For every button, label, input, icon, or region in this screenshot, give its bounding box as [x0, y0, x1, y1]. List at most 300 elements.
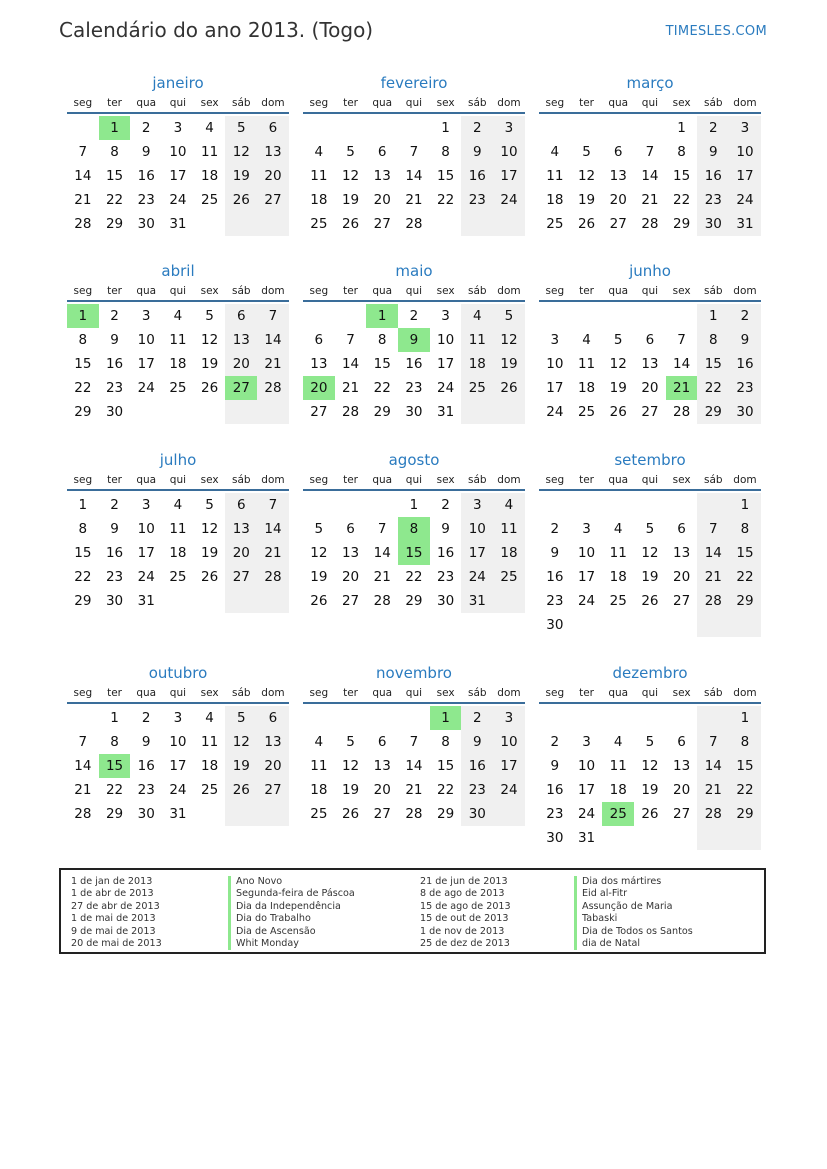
day-cell: 1	[409, 497, 419, 513]
day-cell: 27	[310, 404, 328, 420]
day-cell: 20	[225, 541, 257, 565]
day-cell: 4	[493, 493, 525, 517]
empty-cell	[571, 304, 603, 328]
month-junho	[539, 260, 761, 424]
day-cell: 15	[697, 352, 729, 376]
weekday-label: dom	[497, 687, 521, 699]
day-cell: 25	[609, 593, 627, 609]
day-cell: 8	[110, 734, 119, 750]
weekday-label: sex	[436, 474, 455, 486]
day-cell: 12	[577, 168, 596, 184]
day-cell: 30	[105, 404, 124, 420]
month-name: outubro	[148, 664, 208, 682]
day-cell: 9	[550, 758, 560, 774]
day-grid	[67, 493, 289, 613]
day-cell: 18	[310, 192, 328, 208]
day-cell: 6	[314, 332, 324, 348]
day-cell: 31	[169, 216, 187, 232]
day-cell: 26	[577, 216, 596, 232]
legend-date: 1 de mai de 2013	[71, 913, 156, 925]
day-cell: 5	[346, 144, 355, 160]
day-cell: 21	[257, 541, 289, 565]
day-cell: 4	[205, 120, 214, 136]
empty-cell	[666, 706, 698, 730]
day-cell: 21	[373, 569, 391, 585]
weekday-label: seg	[73, 474, 93, 486]
day-cell: 29	[105, 216, 124, 232]
day-cell: 6	[346, 521, 355, 537]
weekday-label: ter	[579, 97, 594, 109]
month-name: maio	[395, 262, 433, 280]
day-cell: 30	[461, 802, 493, 826]
day-cell: 27	[373, 806, 391, 822]
day-cell: 25	[169, 569, 187, 585]
weekday-label: sáb	[467, 687, 487, 699]
day-cell: 17	[577, 569, 596, 585]
day-cell: 29	[673, 216, 691, 232]
month-name: março	[626, 74, 674, 92]
weekday-label: sex	[672, 97, 691, 109]
empty-cell	[729, 826, 761, 850]
day-cell: 19	[310, 569, 328, 585]
day-cell: 29	[74, 593, 92, 609]
day-cell: 5	[346, 734, 355, 750]
day-cell: 22	[105, 192, 124, 208]
day-cell: 4	[173, 497, 183, 513]
weekday-header	[303, 94, 525, 114]
day-cell: 24	[169, 192, 187, 208]
weekday-label: qui	[405, 97, 423, 109]
day-cell: 30	[105, 593, 124, 609]
day-cell: 17	[577, 782, 596, 798]
empty-cell	[194, 400, 226, 424]
legend-date: 20 de mai de 2013	[71, 938, 162, 950]
empty-cell	[634, 116, 666, 140]
empty-cell	[130, 400, 162, 424]
empty-cell	[539, 493, 571, 517]
day-cell: 27	[257, 188, 289, 212]
day-cell: 5	[493, 304, 525, 328]
weekday-label: sex	[672, 687, 691, 699]
weekday-label: qua	[136, 687, 157, 699]
day-cell: 20	[641, 380, 659, 396]
day-cell: 1	[729, 706, 761, 730]
day-cell: 2	[461, 116, 493, 140]
day-cell: 9	[110, 521, 119, 537]
day-cell: 9	[461, 140, 493, 164]
day-cell: 26	[641, 806, 659, 822]
weekday-label: seg	[545, 97, 565, 109]
legend-dates-left	[71, 876, 162, 950]
day-cell: 19	[225, 754, 257, 778]
weekday-label: sex	[200, 97, 219, 109]
day-cell: 8	[729, 730, 761, 754]
day-cell: 23	[729, 376, 761, 400]
empty-cell	[493, 400, 525, 424]
day-cell: 4	[314, 734, 324, 750]
empty-cell	[666, 304, 698, 328]
day-cell: 26	[225, 188, 257, 212]
day-cell: 21	[405, 782, 423, 798]
month-name: setembro	[614, 451, 686, 469]
day-cell: 20	[609, 192, 627, 208]
holiday-day-cell: 25	[602, 802, 634, 826]
day-cell: 14	[697, 754, 729, 778]
day-cell: 25	[461, 376, 493, 400]
holiday-day-cell: 15	[99, 754, 131, 778]
day-cell: 31	[437, 404, 455, 420]
empty-cell	[303, 706, 335, 730]
day-cell: 31	[137, 593, 155, 609]
day-cell: 10	[493, 730, 525, 754]
day-cell: 20	[341, 569, 360, 585]
legend-name: Dia do Trabalho	[236, 913, 311, 925]
day-cell: 29	[105, 806, 124, 822]
empty-cell	[634, 706, 666, 730]
weekday-label: ter	[107, 285, 122, 297]
day-cell: 8	[677, 144, 686, 160]
empty-cell	[461, 212, 493, 236]
empty-cell	[539, 706, 571, 730]
legend-name: Dia da Independência	[236, 900, 341, 912]
day-cell: 15	[437, 758, 455, 774]
day-cell: 13	[373, 758, 391, 774]
day-cell: 3	[493, 706, 525, 730]
weekday-label: qui	[641, 474, 659, 486]
day-cell: 17	[493, 164, 525, 188]
day-cell: 30	[697, 212, 729, 236]
day-cell: 26	[609, 404, 627, 420]
day-cell: 26	[201, 380, 219, 396]
empty-cell	[335, 116, 367, 140]
empty-cell	[303, 116, 335, 140]
day-cell: 3	[582, 734, 591, 750]
day-cell: 28	[697, 802, 729, 826]
day-cell: 27	[673, 806, 691, 822]
day-cell: 13	[257, 140, 289, 164]
day-cell: 3	[141, 308, 151, 324]
weekday-label: ter	[343, 285, 358, 297]
day-cell: 20	[673, 782, 691, 798]
day-cell: 25	[169, 380, 187, 396]
month-fevereiro	[303, 72, 525, 236]
day-cell: 2	[141, 120, 151, 136]
day-cell: 21	[341, 380, 360, 396]
day-cell: 15	[74, 356, 92, 372]
day-cell: 25	[310, 216, 328, 232]
day-cell: 15	[729, 541, 761, 565]
day-cell: 16	[437, 545, 455, 561]
empty-cell	[666, 613, 698, 637]
day-cell: 2	[550, 521, 560, 537]
weekday-label: qua	[136, 285, 157, 297]
day-cell: 20	[373, 192, 391, 208]
day-cell: 28	[257, 376, 289, 400]
day-cell: 21	[697, 565, 729, 589]
day-cell: 11	[201, 144, 219, 160]
day-cell: 4	[314, 144, 324, 160]
day-cell: 25	[201, 782, 219, 798]
day-cell: 9	[461, 730, 493, 754]
empty-cell	[461, 400, 493, 424]
month-name: janeiro	[152, 74, 204, 92]
weekday-label: ter	[579, 687, 594, 699]
day-cell: 15	[437, 168, 455, 184]
day-cell: 8	[729, 517, 761, 541]
day-cell: 12	[201, 521, 219, 537]
empty-cell	[366, 493, 398, 517]
day-cell: 8	[441, 734, 450, 750]
empty-cell	[303, 304, 335, 328]
day-cell: 29	[74, 404, 92, 420]
day-cell: 6	[257, 706, 289, 730]
day-cell: 10	[546, 356, 564, 372]
legend-name: Dia de Ascensão	[236, 925, 316, 937]
day-cell: 21	[257, 352, 289, 376]
weekday-label: seg	[73, 97, 93, 109]
day-grid	[539, 493, 761, 637]
month-outubro	[67, 662, 289, 826]
day-cell: 3	[141, 497, 151, 513]
day-cell: 11	[546, 168, 564, 184]
day-cell: 30	[137, 806, 155, 822]
day-cell: 12	[641, 758, 659, 774]
day-cell: 7	[697, 730, 729, 754]
day-cell: 27	[373, 216, 391, 232]
day-cell: 20	[373, 782, 391, 798]
legend-date: 21 de jun de 2013	[420, 876, 508, 887]
day-cell: 23	[105, 569, 124, 585]
weekday-label: ter	[107, 687, 122, 699]
day-cell: 12	[225, 730, 257, 754]
day-cell: 4	[173, 308, 183, 324]
weekday-label: ter	[343, 474, 358, 486]
empty-cell	[729, 613, 761, 637]
empty-cell	[602, 706, 634, 730]
day-cell: 25	[310, 806, 328, 822]
day-cell: 11	[169, 521, 187, 537]
day-cell: 5	[645, 734, 655, 750]
empty-cell	[162, 400, 194, 424]
day-cell: 1	[441, 120, 450, 136]
day-cell: 22	[405, 569, 423, 585]
brand-logo-text[interactable]: TIMESLES.COM	[665, 24, 767, 39]
empty-cell	[493, 589, 525, 613]
empty-cell	[539, 304, 571, 328]
month-name: fevereiro	[380, 74, 448, 92]
day-cell: 27	[225, 565, 257, 589]
day-cell: 22	[74, 380, 92, 396]
day-cell: 29	[729, 589, 761, 613]
day-cell: 24	[169, 782, 187, 798]
day-cell: 16	[105, 356, 124, 372]
empty-cell	[602, 826, 634, 850]
holiday-day-cell: 1	[67, 304, 99, 328]
day-cell: 6	[377, 734, 387, 750]
month-março	[539, 72, 761, 236]
day-cell: 18	[546, 192, 564, 208]
weekday-label: sáb	[231, 285, 251, 297]
legend-date: 1 de nov de 2013	[420, 925, 505, 937]
day-cell: 28	[641, 216, 659, 232]
day-cell: 14	[405, 168, 423, 184]
day-cell: 20	[225, 352, 257, 376]
day-cell: 9	[550, 545, 560, 561]
day-cell: 16	[697, 164, 729, 188]
empty-cell	[225, 212, 257, 236]
weekday-label: qua	[608, 97, 629, 109]
day-cell: 10	[169, 734, 187, 750]
empty-cell	[539, 116, 571, 140]
day-cell: 12	[493, 328, 525, 352]
day-cell: 14	[341, 356, 360, 372]
empty-cell	[194, 212, 226, 236]
day-cell: 3	[173, 120, 183, 136]
day-cell: 23	[437, 569, 455, 585]
day-cell: 5	[645, 521, 655, 537]
empty-cell	[634, 613, 666, 637]
day-cell: 24	[493, 778, 525, 802]
day-cell: 3	[173, 710, 183, 726]
day-cell: 24	[137, 569, 155, 585]
day-cell: 13	[225, 328, 257, 352]
weekday-label: sáb	[231, 474, 251, 486]
weekday-label: qui	[641, 687, 659, 699]
day-cell: 19	[577, 192, 596, 208]
empty-cell	[257, 802, 289, 826]
empty-cell	[257, 400, 289, 424]
day-cell: 17	[137, 356, 155, 372]
day-grid	[303, 304, 525, 424]
holiday-day-cell: 1	[366, 304, 398, 328]
holiday-day-cell: 8	[398, 517, 430, 541]
weekday-label: qua	[372, 97, 393, 109]
day-cell: 27	[341, 593, 360, 609]
day-cell: 11	[310, 168, 328, 184]
day-cell: 15	[729, 754, 761, 778]
day-cell: 18	[609, 782, 627, 798]
legend-name: Assunção de Maria	[582, 900, 673, 912]
day-cell: 8	[110, 144, 119, 160]
day-cell: 22	[74, 569, 92, 585]
day-cell: 18	[461, 352, 493, 376]
day-cell: 7	[677, 332, 686, 348]
weekday-label: sáb	[703, 97, 723, 109]
day-cell: 4	[582, 332, 591, 348]
day-cell: 10	[169, 144, 187, 160]
day-cell: 7	[257, 304, 289, 328]
legend-name: Segunda-feira de Páscoa	[236, 888, 355, 900]
legend-dates-right	[420, 876, 511, 950]
holiday-day-cell: 1	[99, 116, 131, 140]
day-cell: 6	[377, 144, 387, 160]
day-cell: 4	[613, 734, 623, 750]
weekday-label: ter	[107, 97, 122, 109]
day-cell: 18	[609, 569, 627, 585]
day-cell: 25	[546, 216, 564, 232]
day-cell: 16	[405, 356, 423, 372]
weekday-header	[539, 282, 761, 302]
empty-cell	[67, 116, 99, 140]
weekday-label: qui	[641, 285, 659, 297]
weekday-label: qua	[136, 474, 157, 486]
weekday-label: sex	[200, 474, 219, 486]
day-cell: 19	[493, 352, 525, 376]
empty-cell	[257, 589, 289, 613]
day-cell: 24	[577, 806, 596, 822]
day-cell: 9	[729, 328, 761, 352]
day-cell: 7	[346, 332, 355, 348]
day-cell: 19	[201, 356, 219, 372]
day-cell: 2	[110, 497, 119, 513]
weekday-label: sex	[200, 687, 219, 699]
empty-cell	[430, 212, 462, 236]
day-cell: 18	[577, 380, 596, 396]
day-cell: 6	[225, 304, 257, 328]
day-cell: 22	[373, 380, 391, 396]
weekday-label: qua	[608, 474, 629, 486]
day-cell: 16	[461, 164, 493, 188]
weekday-label: sáb	[703, 474, 723, 486]
empty-cell	[602, 116, 634, 140]
day-cell: 12	[609, 356, 627, 372]
empty-cell	[366, 116, 398, 140]
day-cell: 6	[677, 734, 686, 750]
weekday-label: seg	[73, 285, 93, 297]
legend-name: Whit Monday	[236, 938, 299, 950]
day-cell: 21	[405, 192, 423, 208]
day-cell: 19	[201, 545, 219, 561]
day-cell: 7	[257, 493, 289, 517]
weekday-label: seg	[309, 285, 329, 297]
empty-cell	[398, 706, 430, 730]
day-cell: 3	[550, 332, 560, 348]
day-cell: 9	[441, 521, 450, 537]
day-cell: 7	[78, 734, 88, 750]
weekday-label: qua	[136, 97, 157, 109]
day-cell: 23	[105, 380, 124, 396]
day-grid	[67, 706, 289, 826]
day-cell: 23	[546, 593, 564, 609]
day-cell: 11	[609, 758, 627, 774]
day-cell: 16	[137, 758, 155, 774]
day-cell: 28	[673, 404, 691, 420]
day-cell: 8	[697, 328, 729, 352]
day-cell: 30	[137, 216, 155, 232]
day-cell: 12	[341, 168, 360, 184]
day-cell: 25	[577, 404, 596, 420]
day-grid	[539, 304, 761, 424]
month-name: agosto	[388, 451, 440, 469]
day-cell: 26	[201, 569, 219, 585]
day-cell: 8	[441, 144, 450, 160]
weekday-label: sáb	[703, 285, 723, 297]
day-grid	[303, 493, 525, 613]
empty-cell	[398, 116, 430, 140]
legend-date: 27 de abr de 2013	[71, 900, 160, 912]
day-cell: 15	[74, 545, 92, 561]
day-cell: 14	[373, 545, 391, 561]
holiday-day-cell: 15	[398, 541, 430, 565]
day-cell: 27	[257, 778, 289, 802]
day-cell: 26	[341, 216, 360, 232]
day-cell: 25	[201, 192, 219, 208]
day-cell: 13	[341, 545, 360, 561]
day-cell: 22	[437, 192, 455, 208]
empty-cell	[602, 613, 634, 637]
weekday-label: dom	[261, 474, 285, 486]
day-cell: 20	[257, 164, 289, 188]
